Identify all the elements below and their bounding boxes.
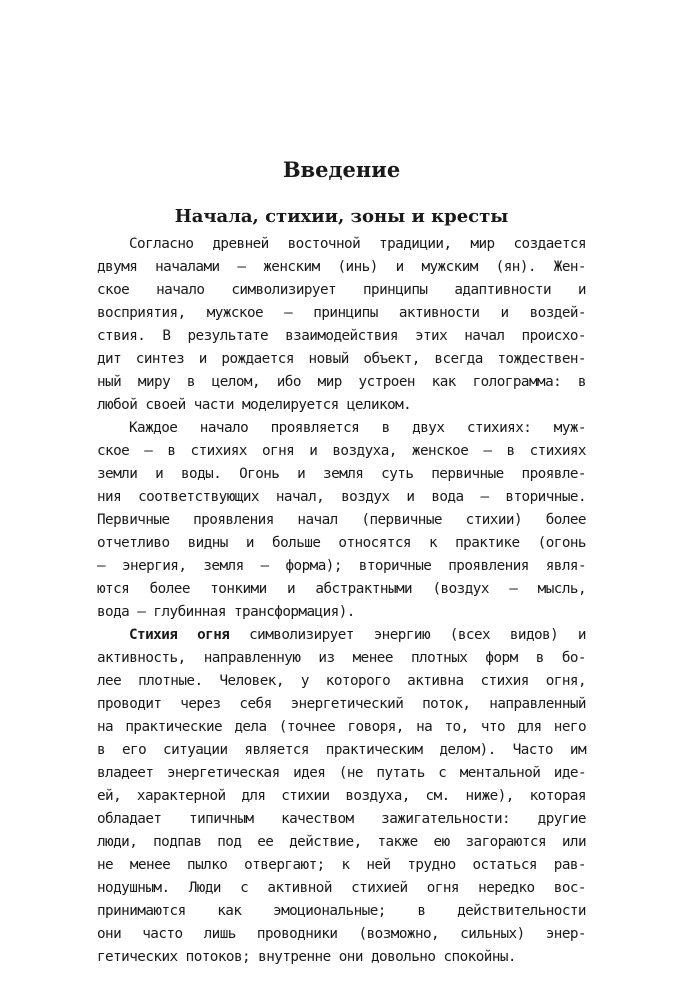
text-line: – энергия, земля – форма); вторичные проявления явля-	[97, 558, 586, 574]
chapter-title: Введение	[282, 157, 401, 182]
text-line: Согласно древней восточной традиции, мир создается	[129, 236, 586, 252]
text-line: двумя началами – женским (инь) и мужским (ян). Жен-	[97, 259, 586, 275]
text-line: ния соответствующих начал, воздух и вода – вторичные.	[97, 489, 586, 505]
text-line: Первичные проявления начал (первичные стихии) более	[97, 512, 586, 528]
text-line: ское начало символизирует принципы адаптивности и	[97, 282, 586, 298]
text-line: ское – в стихиях огня и воздуха, женское – в стихиях	[97, 443, 586, 459]
text-line: проводит через себя энергетический поток, направленный	[97, 696, 586, 712]
text-line: вода – глубинная трансформация).	[97, 604, 355, 620]
text-line: лее плотные. Человек, у которого активна стихия огня,	[97, 673, 586, 689]
text-line: в его ситуации является практическим делом). Часто им	[97, 742, 586, 758]
text-line: ей, характерной для стихии воздуха, см. ниже), которая	[97, 788, 586, 804]
text-line: дит синтез и рождается новый объект, всегда тождествен-	[97, 351, 586, 367]
text-line: отчетливо видны и больше относятся к практике (огонь	[97, 535, 586, 551]
text-line: обладает типичным качеством зажигательности: другие	[97, 811, 586, 827]
bold-term: Стихия огня	[129, 627, 230, 643]
text-line: не менее пылко отвергают; к ней трудно остаться рав-	[97, 857, 586, 873]
lead-rest: символизирует энергию (всех видов) и	[229, 627, 586, 643]
text-line: любой своей части моделируется целиком.	[97, 397, 412, 413]
text-line: восприятия, мужское – принципы активности и воздей-	[97, 305, 586, 321]
paragraph-2	[97, 417, 586, 624]
body-text	[97, 233, 586, 969]
text-line: ются более тонкими и абстрактными (воздух – мысль,	[97, 581, 586, 597]
text-line-lead	[97, 624, 586, 647]
text-line: земли и воды. Огонь и земля суть первичные проявле-	[97, 466, 586, 482]
text-line: люди, подпав под ее действие, также ею загораются или	[97, 834, 586, 850]
text-line: они часто лишь проводники (возможно, сильных) энер-	[97, 926, 586, 942]
paragraph-3	[97, 624, 586, 969]
text-line: нодушным. Люди с активной стихией огня нередко вос-	[97, 880, 586, 896]
text-line: гетических потоков; внутренне они довольно спокойны.	[97, 949, 516, 965]
text-line: Каждое начало проявляется в двух стихиях: муж-	[129, 420, 586, 436]
text-line: на практические дела (точнее говоря, на то, что для него	[97, 719, 586, 735]
text-line: ствия. В результате взаимодействия этих начал происхо-	[97, 328, 586, 344]
paragraph-1	[97, 233, 586, 417]
section-subtitle: Начала, стихии, зоны и кресты	[174, 206, 509, 227]
text-line: ный миру в целом, ибо мир устроен как голограмма: в	[97, 374, 586, 390]
text-line: принимаются как эмоциональные; в действительности	[97, 903, 586, 919]
text-line: владеет энергетическая идея (не путать с ментальной иде-	[97, 765, 586, 781]
text-line: активность, направленную из менее плотных форм в бо-	[97, 650, 586, 666]
